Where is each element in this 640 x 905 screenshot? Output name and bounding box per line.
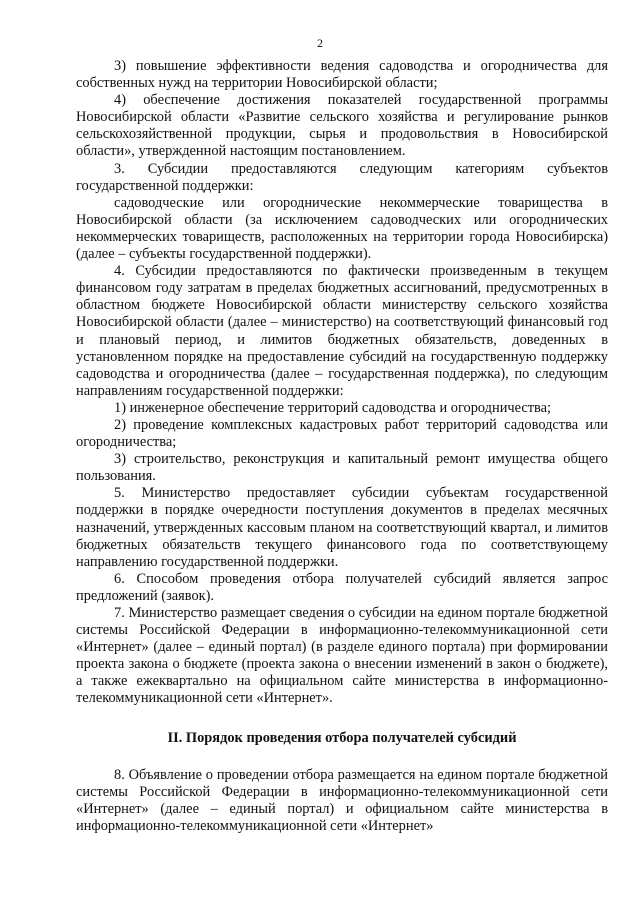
- paragraph: 4. Субсидии предоставляются по фактически произведенным в текущем финансовом году затратам в пределах бюджетных ассигнований, предусмотренных в областном бюджете Новосибирской области министерству сельского хозяйства Новосибирской области (далее – министерство) на соответствующий финансовый год и плановый период, и лимитов бюджетных обязательств, доведенных в установленном порядке на предоставление субсидий на государственную поддержку садоводства и огородничества (далее – государственная поддержка), по следующим направлениям государственной поддержки:: [76, 263, 608, 399]
- paragraph: 3. Субсидии предоставляются следующим категориям субъектов государственной поддержки:: [76, 160, 608, 194]
- paragraph: 3) строительство, реконструкция и капитальный ремонт имущества общего пользования.: [76, 451, 608, 485]
- section-heading: II. Порядок проведения отбора получателей субсидий: [167, 729, 517, 746]
- paragraph: 1) инженерное обеспечение территорий садоводства и огородничества;: [114, 399, 552, 416]
- paragraph: 2) проведение комплексных кадастровых работ территорий садоводства или огородничества;: [76, 416, 608, 451]
- paragraph: 4) обеспечение достижения показателей государственной программы Новосибирской области «Развитие сельского хозяйства и регулирование рынков сельскохозяйственной продукции, сырья и продовольствия в Новосибирской области», утвержденной настоящим постановлением.: [76, 92, 608, 160]
- page-number: 2: [317, 36, 323, 50]
- paragraph: 8. Объявление о проведении отбора размещается на едином портале бюджетной системы Российской Федерации в информационно-телекоммуникационной сети «Интернет» (далее – единый портал) и официальном сайте министерства в информационно-телекоммуникационной сети «Интернет»: [76, 766, 608, 834]
- paragraph: 3) повышение эффективности ведения садоводства и огородничества для собственных нужд на территории Новосибирской области;: [76, 58, 608, 92]
- paragraph: садоводческие или огороднические некоммерческие товарищества в Новосибирской области (за исключением садоводческих или огороднических некоммерческих товариществ, расположенных на территории города Новосибирска) (далее – субъекты государственной поддержки).: [76, 194, 608, 263]
- document-body: [76, 58, 608, 835]
- paragraph: 5. Министерство предоставляет субсидии субъектам государственной поддержки в порядке очередности поступления документов в пределах месячных назначений, утвержденных кассовым планом на соответствующий квартал, и лимитов бюджетных обязательств текущего финансового года по соответствующему направлению государственной поддержки.: [76, 485, 608, 570]
- paragraph: 6. Способом проведения отбора получателей субсидий является запрос предложений (заявок).: [76, 570, 608, 604]
- paragraph: 7. Министерство размещает сведения о субсидии на едином портале бюджетной системы Российской Федерации в информационно-телекоммуникационной сети «Интернет» (далее – единый портал) (в разделе единого портала) при формировании проекта закона о бюджете (проекта закона о внесении изменений в закон о бюджете), а также ежеквартально на официальном сайте министерства в информационно-телекоммуникационной сети «Интернет».: [76, 605, 608, 707]
